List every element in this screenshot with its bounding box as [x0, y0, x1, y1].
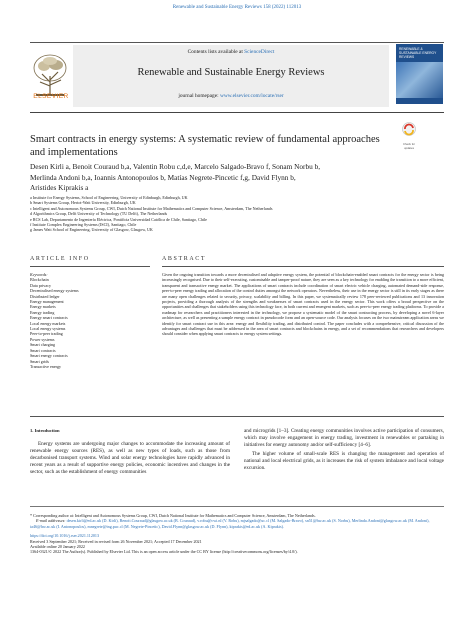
- journal-reference[interactable]: Renewable and Sustainable Energy Reviews 158 (2022) 112013: [172, 5, 302, 10]
- keyword: Blockchain: [30, 277, 49, 283]
- check-for-updates-badge[interactable]: [398, 121, 420, 150]
- keyword: Local energy systems: [30, 326, 66, 332]
- journal-cover-image: [396, 44, 443, 104]
- intro-heading: 1. Introduction: [30, 428, 60, 433]
- keyword: Peer-to-peer trading: [30, 331, 63, 337]
- contents-line: Contents lists available at ScienceDirect: [187, 49, 275, 55]
- author-line: Merlinda Andoni b,a, Ioannis Antonopoulos b, Matías Negrete-Pincetic f,g, David Flynn b,: [30, 172, 296, 182]
- sciencedirect-link[interactable]: ScienceDirect: [244, 49, 275, 55]
- footnote-rule: [30, 506, 444, 507]
- check-for-updates-icon: [398, 121, 420, 137]
- received-dates: Received 3 September 2021; Received in revised form 26 November 2021; Accepted 17 December 2021: [30, 538, 202, 544]
- affiliation: b Smart Systems Group, Heriot-Watt University, Edinburgh, UK: [30, 200, 136, 206]
- intro-paragraph: and microgrids [1–3]. Creating energy communities involves active participation of consumers, which may involve engagement in energy trading, investment in renewables or partaking in initiatives for energy autonomy and/or self-sufficiency [4–6].: [244, 428, 444, 449]
- journal-name: Renewable and Sustainable Energy Reviews: [137, 67, 325, 78]
- license-note: 1364-0321/© 2022 The Author(s). Published by Elsevier Ltd. This is an open access article under the CC BY license (http://creativecommons.org/licenses/by/4.0/).: [30, 549, 298, 555]
- author-line: Desen Kirli a, Benoit Couraud b,a, Valentin Robu c,d,e, Marcelo Salgado-Bravo f, Sonam Norbu b,: [30, 162, 321, 171]
- corresponding-author-note: * Corresponding author at: Intelligent and Autonomous Systems Group, CWI, Dutch National Institute for Mathematics and Computer Science, Amsterdam, The Netherlands.: [30, 513, 316, 518]
- journal-header-box: [73, 45, 389, 107]
- keyword: Data privacy: [30, 282, 52, 288]
- affiliation: d Algorithmics Group, Delft University of Technology (TU Delft), The Netherlands: [30, 211, 168, 217]
- footnotes: [30, 513, 444, 555]
- keyword: Smart energy contracts: [30, 353, 68, 359]
- intro-paragraph: Energy systems are undergoing major changes to accommodate the increasing amount of renewable energy sources (RES), as well as new types of loads, such as those from decarbonised transport systems. Wind and solar energy technologies have rapidly advanced in recent years as a result of supportive energy policies, economic incentives and changes in the sector, such as the establishment of energy communities: [30, 441, 230, 476]
- intro-column-left: [30, 428, 230, 476]
- keyword: Transactive energy: [30, 363, 62, 369]
- keyword: Power systems: [30, 336, 55, 342]
- author-line: Aristides Kiprakis a: [30, 183, 89, 193]
- abstract-bottom-rule: [30, 416, 444, 417]
- affiliation: e RCS Lab, Departamento de Ingeniería Eléctrica, Pontificia Universidad Católica de Chile, Santiago, Chile: [30, 216, 208, 222]
- keyword: Local energy markets: [30, 320, 66, 326]
- intro-column-right: [244, 428, 444, 473]
- email-label: E-mail addresses:: [36, 518, 66, 524]
- cover-artwork: [396, 62, 443, 98]
- keyword: Smart grids: [30, 358, 49, 364]
- author-list: [30, 162, 450, 194]
- email-addresses: [30, 518, 444, 529]
- affiliations: [30, 195, 460, 233]
- affiliation: f Institute Complex Engineering Systems (ISCI), Santiago, Chile: [30, 222, 137, 228]
- affiliation: c Intelligent and Autonomous Systems Group, CWI, Dutch National Institute for Mathematics and Computer Science, Amsterdam, The Netherlands: [30, 205, 273, 211]
- keyword: Smart contracts: [30, 347, 56, 353]
- article-info-heading: ARTICLE INFO: [30, 256, 90, 262]
- abstract-text: Given the ongoing transition towards a more decentralised and adaptive energy system, the potential of blockchain-enabled smart contracts for the energy sector is being increasingly recognised. Due to their self-executing, customisable and tamper-proof nature, they are seen as a key technology for enabling the transition to a more efficient, transparent and transactive energy market. The applications of smart contracts include coordination of smart electric vehicle charging, automated demand-side response, peer-to-peer energy trading and allocation of the control duties amongst the network operators. Nevertheless, their use in the energy sector is still in its early stages as there are many open challenges related to security, privacy, scalability and billing. In this paper, we systematically review 178 peer-reviewed publications and 13 innovation projects, providing a thorough analysis of the strengths and weaknesses of smart contracts used in the energy sector. This work offers a broad perspective on the opportunities and challenges that stakeholders using this technology face, in both current and emergent markets, such as peer-to-peer energy trading platforms. To provide a roadmap for researchers and practitioners interested in the technology, we propose a systematic model of the smart contracting process, by developing a novel 6-layer architecture, as well as presenting a sample energy contract in pseudocode form and an open-source code. Our analysis focuses on the two mainstream application areas we identify for smart contract use in this area: energy and flexibility trading, and distributed control. The paper concludes with a comprehensive, critical discussion of the advantages and challenges that must be addressed in the area of smart contracts and blockchains in energy, and a set of recommendations that researchers and developers should consider when applying smart contracts to energy system settings.: [162, 272, 444, 337]
- abstract-heading: ABSTRACT: [162, 256, 207, 262]
- affiliation: a Institute for Energy Systems, School of Engineering, University of Edinburgh, Edinburgh, UK: [30, 195, 188, 200]
- article-title: Smart contracts in energy systems: A systematic review of fundamental approaches and implementations: [30, 134, 380, 158]
- keyword: Energy trading: [30, 309, 55, 315]
- journal-homepage-link[interactable]: www.elsevier.com/locate/rser: [219, 93, 284, 99]
- publisher-wordmark: ELSEVIER: [33, 93, 69, 100]
- header-bottom-rule: [30, 112, 444, 113]
- affiliation: g James Watt School of Engineering, University of Glasgow, Glasgow, UK: [30, 227, 153, 233]
- keyword: Energy markets: [30, 304, 56, 310]
- keywords-block: [30, 272, 150, 369]
- homepage-line: journal homepage: www.elsevier.com/locate/rser: [178, 93, 284, 99]
- cover-title: RENEWABLE & SUSTAINABLE ENERGY REVIEWS: [399, 47, 437, 59]
- header-top-rule: [30, 42, 444, 43]
- intro-paragraph: The higher volume of small-scale RES is changing the management and operation of national and local electrical grids, as it increases the risk of system imbalance and local voltage excursion.: [244, 451, 444, 472]
- keyword: Energy management: [30, 299, 64, 305]
- available-online: Available online 20 January 2022: [30, 544, 85, 550]
- abstract-rule: [162, 266, 444, 267]
- keyword: Energy smart contracts: [30, 315, 68, 321]
- keyword: Smart charging: [30, 342, 56, 348]
- keyword: Distributed ledger: [30, 293, 60, 299]
- doi-link[interactable]: https://doi.org/10.1016/j.rser.2021.112013: [30, 533, 100, 539]
- email-links[interactable]: desen.kirli@ed.ac.uk (D. Kirli), Benoit.Couraud@glasgow.ac.uk (B. Couraud), v.robu@cwi.nl (V. Robu), mjsalgado@uc.cl (M. Salgado-Bravo), sn51@hw.ac.uk (S. Norbu), Merlinda.Andoni@glasgow.ac.uk (M. Andoni), ia46@hw.ac.uk (I. Antonopoulos), mnegrete@ing.puc.cl (M. Negrete-Pincetic), David.Flynn@glasgow.ac.uk (D. Flynn), kiprakis@ed.ac.uk (A. Kiprakis).: [30, 518, 430, 529]
- article-info-rule: [30, 266, 150, 267]
- keywords-label: Keywords:: [30, 272, 48, 277]
- keyword: Decentralised energy systems: [30, 288, 79, 294]
- badge-label: Check for updates: [403, 142, 415, 150]
